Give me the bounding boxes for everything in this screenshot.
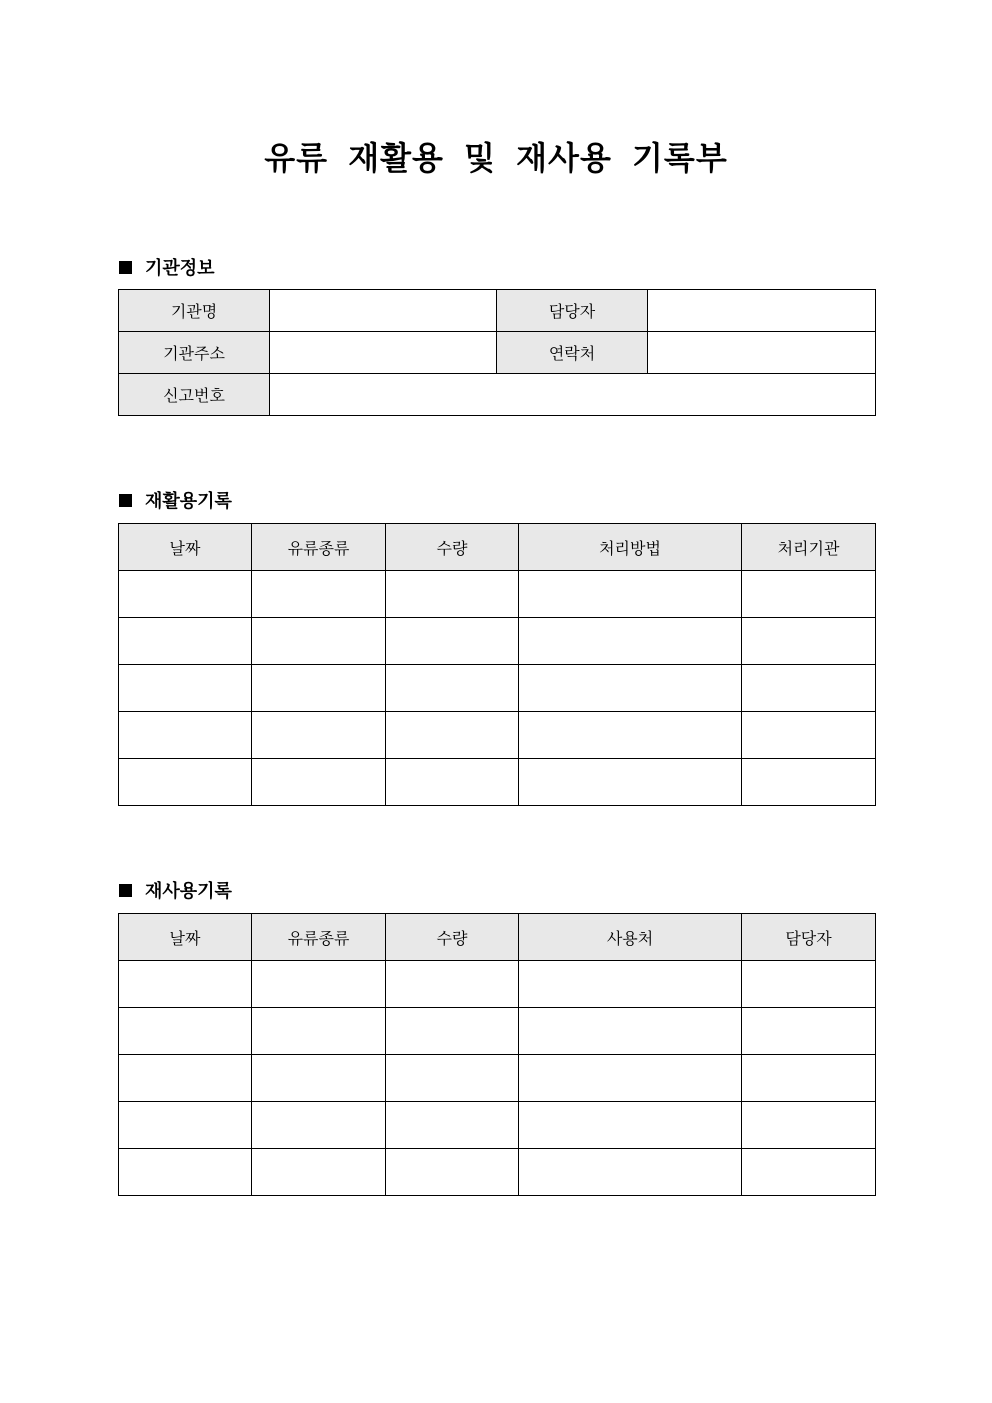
section-heading-reuse-records [119, 877, 232, 903]
institution-info-table [118, 289, 876, 416]
table-cell[interactable] [742, 1008, 876, 1055]
table-cell[interactable] [252, 712, 386, 759]
section-heading-text: 재활용기록 [145, 491, 232, 512]
table-row [119, 374, 876, 416]
column-header-oil-type: 유류종류 [252, 914, 386, 961]
table-cell[interactable] [519, 1149, 742, 1196]
table-cell[interactable] [386, 571, 519, 618]
field-institution-name[interactable] [270, 290, 497, 332]
table-cell[interactable] [742, 571, 876, 618]
table-cell[interactable] [119, 759, 252, 806]
column-header-quantity: 수량 [386, 524, 519, 571]
table-row [119, 665, 876, 712]
table-cell[interactable] [119, 1102, 252, 1149]
table-header-row [119, 524, 876, 571]
table-cell[interactable] [519, 1008, 742, 1055]
column-header-oil-type: 유류종류 [252, 524, 386, 571]
table-cell[interactable] [519, 618, 742, 665]
table-cell[interactable] [386, 618, 519, 665]
table-cell[interactable] [252, 961, 386, 1008]
column-header-manager: 담당자 [742, 914, 876, 961]
table-cell[interactable] [252, 1008, 386, 1055]
table-row [119, 618, 876, 665]
column-header-date: 날짜 [119, 914, 252, 961]
table-cell[interactable] [252, 618, 386, 665]
label-report-number: 신고번호 [119, 374, 270, 416]
table-cell[interactable] [386, 712, 519, 759]
page-title: 유류 재활용 및 재사용 기록부 [264, 139, 728, 177]
section-heading-recycling-records [119, 487, 232, 513]
table-row [119, 332, 876, 374]
table-row [119, 290, 876, 332]
table-cell[interactable] [742, 759, 876, 806]
field-report-number[interactable] [270, 374, 876, 416]
table-header-row [119, 914, 876, 961]
section-heading-institution-info [119, 254, 215, 280]
table-cell[interactable] [252, 1055, 386, 1102]
table-cell[interactable] [119, 961, 252, 1008]
table-cell[interactable] [252, 1102, 386, 1149]
column-header-quantity: 수량 [386, 914, 519, 961]
table-cell[interactable] [519, 571, 742, 618]
table-cell[interactable] [119, 571, 252, 618]
table-row [119, 759, 876, 806]
table-cell[interactable] [519, 759, 742, 806]
table-cell[interactable] [742, 1102, 876, 1149]
table-cell[interactable] [742, 712, 876, 759]
table-cell[interactable] [252, 571, 386, 618]
table-cell[interactable] [519, 1102, 742, 1149]
table-cell[interactable] [252, 1149, 386, 1196]
table-cell[interactable] [386, 1149, 519, 1196]
table-cell[interactable] [742, 618, 876, 665]
table-cell[interactable] [119, 665, 252, 712]
field-institution-address[interactable] [270, 332, 497, 374]
field-contact[interactable] [648, 332, 876, 374]
column-header-usage-place: 사용처 [519, 914, 742, 961]
table-cell[interactable] [119, 1055, 252, 1102]
table-cell[interactable] [386, 1102, 519, 1149]
label-manager: 담당자 [497, 290, 648, 332]
table-row [119, 571, 876, 618]
reuse-records-table [118, 913, 876, 1196]
field-manager[interactable] [648, 290, 876, 332]
table-cell[interactable] [119, 618, 252, 665]
table-cell[interactable] [742, 665, 876, 712]
table-cell[interactable] [386, 1055, 519, 1102]
table-row [119, 1055, 876, 1102]
label-institution-name: 기관명 [119, 290, 270, 332]
section-heading-text: 기관정보 [145, 258, 215, 279]
table-cell[interactable] [119, 1149, 252, 1196]
table-cell[interactable] [742, 1055, 876, 1102]
table-cell[interactable] [519, 961, 742, 1008]
table-cell[interactable] [386, 961, 519, 1008]
column-header-processing-agency: 처리기관 [742, 524, 876, 571]
square-bullet-icon [119, 494, 132, 507]
table-cell[interactable] [519, 712, 742, 759]
table-row [119, 1008, 876, 1055]
table-cell[interactable] [519, 1055, 742, 1102]
table-cell[interactable] [742, 1149, 876, 1196]
column-header-processing-method: 처리방법 [519, 524, 742, 571]
column-header-date: 날짜 [119, 524, 252, 571]
recycling-records-table [118, 523, 876, 806]
square-bullet-icon [119, 884, 132, 897]
table-cell[interactable] [252, 665, 386, 712]
table-row [119, 712, 876, 759]
label-contact: 연락처 [497, 332, 648, 374]
table-cell[interactable] [386, 759, 519, 806]
table-cell[interactable] [386, 665, 519, 712]
table-cell[interactable] [742, 961, 876, 1008]
table-row [119, 1149, 876, 1196]
label-institution-address: 기관주소 [119, 332, 270, 374]
table-cell[interactable] [386, 1008, 519, 1055]
square-bullet-icon [119, 261, 132, 274]
table-row [119, 1102, 876, 1149]
table-cell[interactable] [519, 665, 742, 712]
table-cell[interactable] [119, 712, 252, 759]
section-heading-text: 재사용기록 [145, 881, 232, 902]
table-cell[interactable] [119, 1008, 252, 1055]
table-cell[interactable] [252, 759, 386, 806]
table-row [119, 961, 876, 1008]
